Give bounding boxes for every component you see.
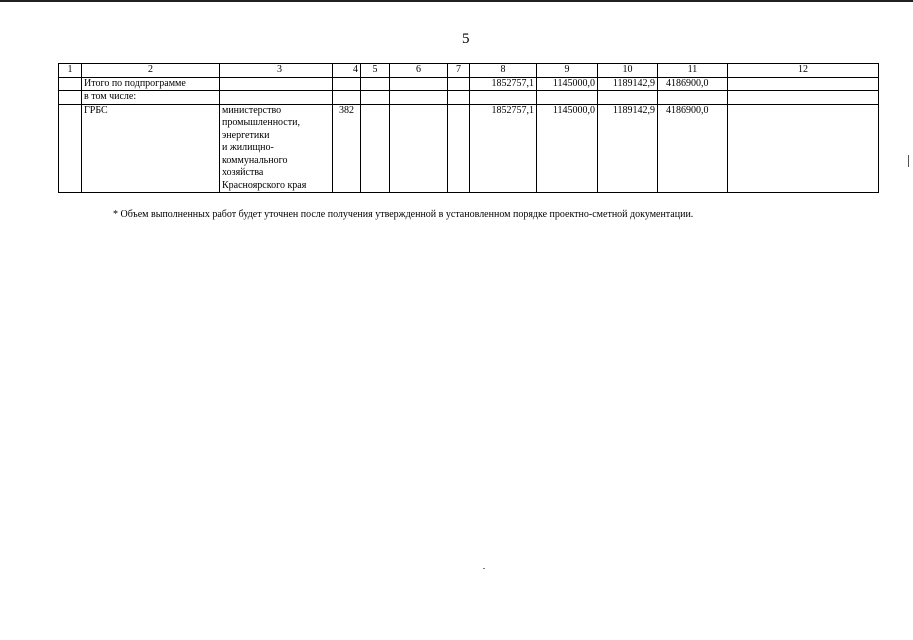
table-cell — [390, 77, 448, 91]
table-cell-agency — [220, 104, 333, 193]
table-cell — [361, 91, 390, 105]
table-cell-value: 4186900,0 — [658, 104, 728, 193]
table-cell-label: Итого по подпрограмме — [82, 77, 220, 91]
table-cell — [390, 91, 448, 105]
agency-line: коммунального — [222, 154, 288, 166]
column-header: 6 — [390, 64, 448, 78]
table-cell — [220, 77, 333, 91]
table-cell-code: 382 — [333, 104, 361, 193]
table-row-total — [59, 77, 879, 91]
column-header: 10 — [598, 64, 658, 78]
agency-line: и жилищно- — [222, 142, 274, 153]
table-row-including — [59, 91, 879, 105]
table-cell-value: 1145000,0 — [537, 77, 598, 91]
table-cell — [59, 77, 82, 91]
table-cell-value: 1189142,9 — [598, 77, 658, 91]
table-cell — [59, 91, 82, 105]
table-cell — [728, 104, 879, 193]
table-cell — [598, 91, 658, 105]
table-cell — [59, 104, 82, 193]
column-header: 2 — [82, 64, 220, 78]
top-border-line — [0, 0, 913, 2]
table-cell — [361, 104, 390, 193]
table-cell — [537, 91, 598, 105]
table-cell — [658, 91, 728, 105]
budget-table — [58, 63, 879, 193]
table-cell-value: 4186900,0 — [658, 77, 728, 91]
table-cell — [361, 77, 390, 91]
scan-dot — [483, 568, 485, 569]
table-cell-label: ГРБС — [82, 104, 220, 193]
agency-line: промышленности, — [222, 117, 300, 128]
column-header: 1 — [59, 64, 82, 78]
table-cell-value: 1145000,0 — [537, 104, 598, 193]
table-cell — [448, 104, 470, 193]
table-cell — [333, 77, 361, 91]
agency-line: Красноярского края — [222, 179, 307, 191]
table-cell — [728, 77, 879, 91]
table-row-grbs — [59, 104, 879, 193]
table-header-row — [59, 64, 879, 78]
column-header: 4 — [333, 64, 361, 78]
table-cell — [333, 91, 361, 105]
column-header: 11 — [658, 64, 728, 78]
table-cell — [220, 91, 333, 105]
column-header: 12 — [728, 64, 879, 78]
table-cell — [390, 104, 448, 193]
table-cell — [448, 77, 470, 91]
column-header: 5 — [361, 64, 390, 78]
footnote: * Объем выполненных работ будет уточнен после получения утвержденной в установленном порядке проектно-сметной документации. — [113, 209, 694, 220]
scan-mark — [908, 155, 909, 167]
agency-line: хозяйства — [222, 167, 264, 178]
table-cell-value: 1189142,9 — [598, 104, 658, 193]
agency-line: министерство — [222, 104, 282, 116]
table-cell — [728, 91, 879, 105]
table-cell — [448, 91, 470, 105]
column-header: 9 — [537, 64, 598, 78]
column-header: 3 — [220, 64, 333, 78]
table-cell-value: 1852757,1 — [470, 77, 537, 91]
column-header: 8 — [470, 64, 537, 78]
table-cell-label: в том числе: — [82, 91, 220, 105]
table-cell — [470, 91, 537, 105]
table-cell-value: 1852757,1 — [470, 104, 537, 193]
column-header: 7 — [448, 64, 470, 78]
page-number: 5 — [462, 31, 470, 47]
agency-line: энергетики — [222, 129, 270, 141]
